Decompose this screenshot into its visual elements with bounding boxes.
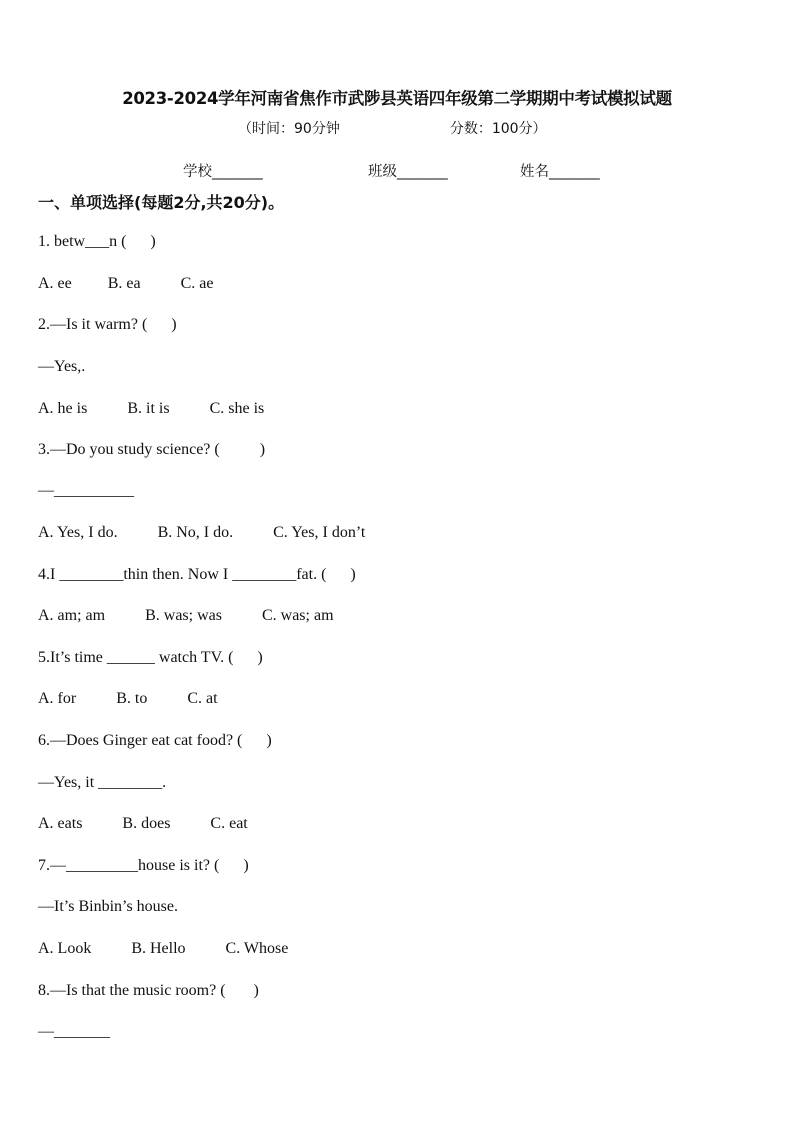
- question-line: 4.I ________thin then. Now I ________fat. ( ): [38, 566, 356, 583]
- option-line: A. am; am B. was; was C. was; am: [38, 607, 334, 624]
- exam-title: 2023-2024学年河南省焦作市武陟县英语四年级第二学期期中考试模拟试题: [122, 89, 672, 108]
- option-line: A. eats B. does C. eat: [38, 815, 248, 832]
- exam-time: （时间：90分钟: [238, 121, 340, 137]
- answer-line: —Yes, it ________.: [38, 774, 167, 791]
- answer-line: —_______: [38, 1023, 110, 1040]
- question-line: 2.—Is it warm? ( ): [38, 316, 177, 333]
- option-line: A. ee B. ea C. ae: [38, 275, 214, 292]
- exam-meta: [238, 118, 547, 138]
- option-line: A. for B. to C. at: [38, 690, 218, 707]
- answer-line: —Yes,.: [38, 358, 86, 375]
- answer-line: —__________: [38, 482, 134, 499]
- question-line: 3.—Do you study science? ( ): [38, 441, 266, 458]
- question-line: 6.—Does Ginger eat cat food? ( ): [38, 732, 272, 749]
- question-line: 5.It’s time ______ watch TV. ( ): [38, 649, 263, 666]
- question-line: 8.—Is that the music room? ( ): [38, 982, 259, 999]
- class-field: 班级_______: [368, 164, 448, 180]
- option-line: A. he is B. it is C. she is: [38, 400, 265, 417]
- answer-line: —It’s Binbin’s house.: [38, 898, 179, 915]
- name-field: 姓名_______: [520, 164, 600, 180]
- option-line: A. Yes, I do. B. No, I do. C. Yes, I don’t: [38, 524, 366, 541]
- question-line: 1. betw___n ( ): [38, 233, 156, 250]
- option-line: A. Look B. Hello C. Whose: [38, 940, 289, 957]
- section-heading: 一、单项选择(每题2分,共20分)。: [38, 193, 285, 212]
- exam-score: 分数：100分）: [449, 121, 547, 137]
- question-line: 7.—_________house is it? ( ): [38, 857, 249, 874]
- school-field: 学校_______: [183, 164, 263, 180]
